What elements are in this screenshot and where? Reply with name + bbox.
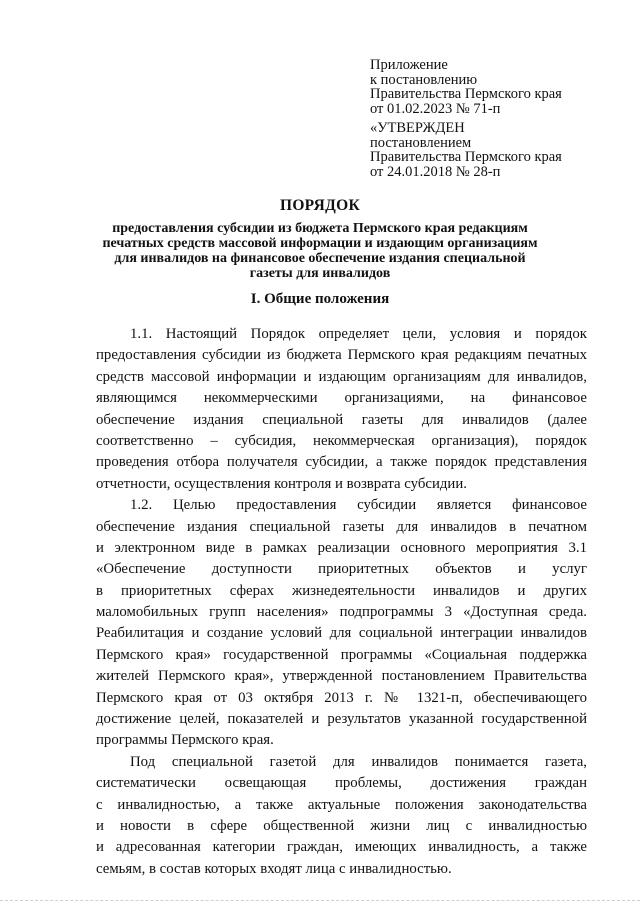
paragraph-line: средств массовой информации и издающим организациям для инвалидов, — [96, 368, 587, 385]
subtitle-line: для инвалидов на финансовое обеспечение издания специальной — [114, 251, 526, 266]
paragraph-line: «Обеспечение доступности приоритетных объектов и услуг — [96, 561, 587, 578]
paragraph-line: обеспечение издания специальной газеты для инвалидов (далее — [96, 411, 587, 428]
paragraph-line: отчетности, осуществления контроля и возврата субсидии. — [96, 475, 467, 492]
paragraph — [96, 495, 587, 752]
approved-line: от 24.01.2018 № 28-п — [370, 163, 501, 180]
approved-line: «УТВЕРЖДЕН — [370, 120, 465, 136]
approval-stamp-text — [370, 121, 600, 179]
paragraph-line: жителей Пермского края», утвержденной постановлением Правительства — [96, 668, 587, 685]
document-subtitle — [92, 221, 548, 281]
paragraph-line: маломобильных групп населения» подпрограммы 3 «Доступная среда. — [96, 604, 587, 621]
appendix-line: от 01.02.2023 № 71-п — [370, 100, 501, 117]
paragraph-line: Пермского края» государственной программы «Социальная поддержка — [96, 646, 587, 663]
appendix-line: к постановлению — [370, 71, 478, 88]
paragraph-line: программы Пермского края. — [96, 732, 274, 749]
paragraph — [96, 324, 587, 495]
paragraph-line: Пермского края от 03 октября 2013 г. № 1321-п, обеспечивающего — [96, 689, 587, 706]
paragraph-line: 1.2. Целью предоставления субсидии является финансовое — [130, 497, 587, 514]
paragraph-line: обеспечение издания специальной газеты для инвалидов в печатном — [96, 518, 587, 535]
subtitle-line: газеты для инвалидов — [249, 266, 391, 281]
paragraph-line: достижение целей, показателей и результатов указанной государственной — [96, 711, 587, 728]
paragraph-line: семьям, в состав которых входят лица с инвалидностью. — [96, 860, 452, 877]
section-body — [96, 324, 587, 880]
paragraph-line: и адресованная категории граждан, имеющих инвалидность, а также — [96, 839, 587, 856]
subtitle-line: предоставления субсидии из бюджета Пермского края редакциям — [112, 221, 528, 236]
paragraph — [96, 752, 587, 880]
approved-line: Правительства Пермского края — [370, 149, 562, 165]
appendix-line: Приложение — [370, 57, 448, 73]
document-title: ПОРЯДОК — [279, 197, 361, 214]
paragraph-line: Реабилитация и создание условий для социальной интеграции инвалидов — [96, 625, 587, 642]
paragraph-line: и электронном виде в рамках реализации основного мероприятия 3.1 — [96, 539, 587, 556]
page-bottom-edge — [0, 900, 640, 902]
paragraph-line: являющимся некоммерческими организациями, на финансовое — [96, 390, 587, 407]
subtitle-line: печатных средств массовой информации и издающим организациям — [102, 236, 538, 251]
appendix-reference — [370, 58, 600, 116]
paragraph-line: в приоритетных сферах жизнедеятельности инвалидов и других — [96, 582, 587, 599]
paragraph-line: предоставления субсидии из бюджета Пермского края редакциям печатных — [96, 347, 587, 364]
appendix-line: Правительства Пермского края — [370, 86, 562, 102]
paragraph-line: систематически освещающая проблемы, достижения граждан — [96, 775, 587, 792]
approved-line: постановлением — [370, 134, 472, 151]
paragraph-line: и новости в сфере общественной жизни лиц с инвалидностью — [96, 817, 587, 834]
paragraph-line: проведения отбора получателя субсидии, а также порядок представления — [96, 454, 587, 471]
paragraph-line: с инвалидностью, а также актуальные положения законодательства — [96, 796, 587, 813]
paragraph-line: соответственно – субсидия, некоммерческая организация), порядок — [96, 432, 587, 449]
section-heading: I. Общие положения — [250, 291, 390, 307]
paragraph-line: Под специальной газетой для инвалидов понимается газета, — [130, 753, 587, 770]
paragraph-line: 1.1. Настоящий Порядок определяет цели, условия и порядок — [130, 326, 587, 342]
